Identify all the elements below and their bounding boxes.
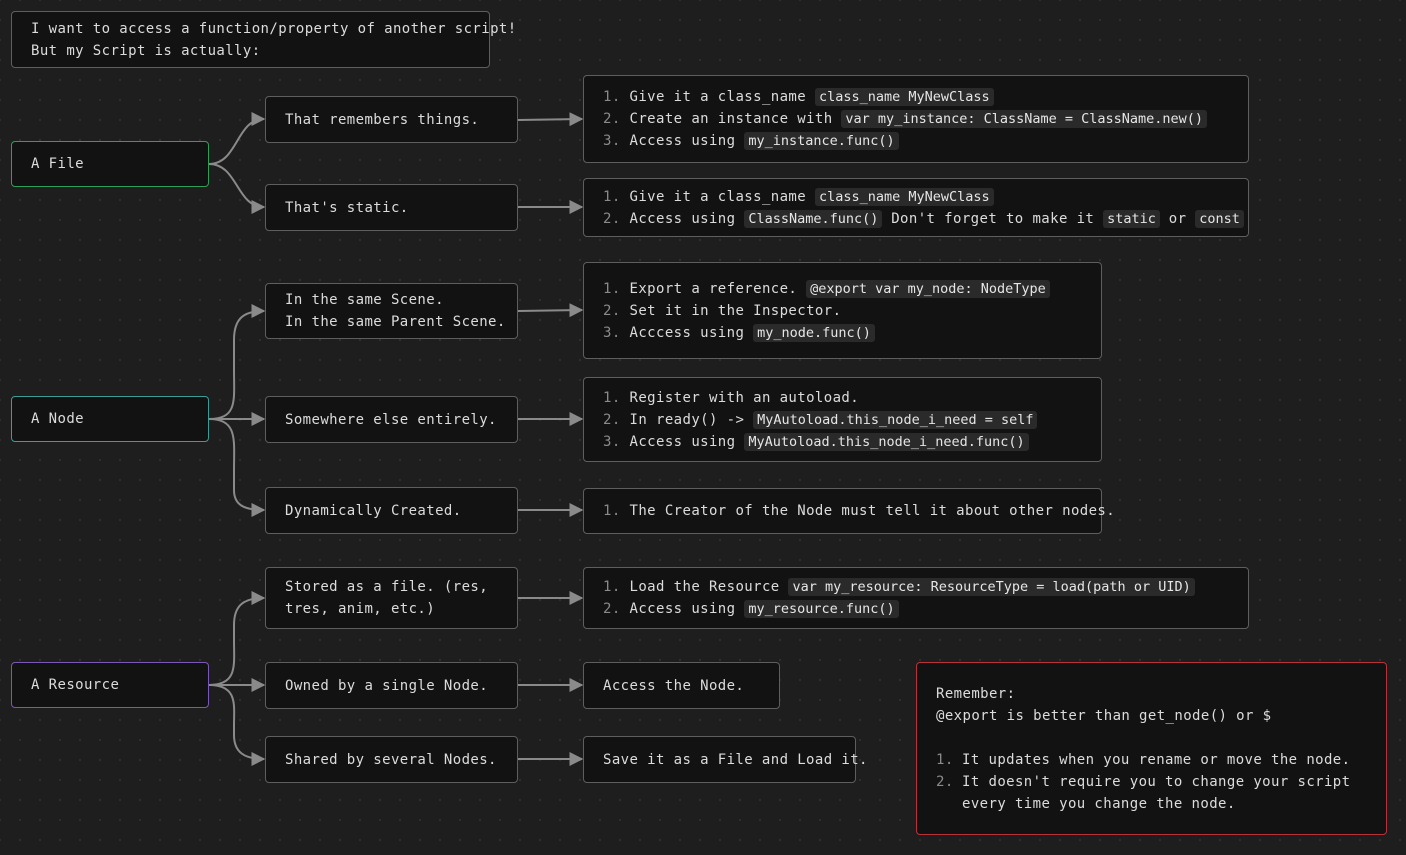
steps-node-elsewhere bbox=[583, 377, 1102, 462]
code-snippet: MyAutoload.this_node_i_need = self bbox=[753, 411, 1037, 429]
code-snippet: MyAutoload.this_node_i_need.func() bbox=[744, 433, 1028, 451]
step-number: 1. bbox=[603, 579, 621, 595]
step-text: Give it a class_name bbox=[629, 89, 807, 105]
step-number: 2. bbox=[603, 601, 621, 617]
answer-resource-owned bbox=[583, 662, 780, 709]
step-text: Access using bbox=[629, 601, 736, 617]
category-resource[interactable] bbox=[11, 662, 209, 708]
step-1 bbox=[603, 387, 1101, 409]
steps-node-dynamic bbox=[583, 488, 1116, 534]
answer-text: Access the Node. bbox=[603, 677, 745, 694]
step-1 bbox=[603, 278, 1101, 300]
step-text: Register with an autoload. bbox=[629, 389, 860, 406]
step-3 bbox=[603, 130, 1248, 152]
remember-point-2 bbox=[936, 771, 1368, 815]
step-number: 2. bbox=[603, 111, 621, 127]
question-card bbox=[11, 11, 517, 68]
remember-point-1 bbox=[936, 749, 1368, 771]
code-snippet: var my_resource: ResourceType = load(path or UID) bbox=[788, 578, 1194, 596]
case-node-dynamic[interactable] bbox=[265, 487, 518, 534]
question-line-1: I want to access a function/property of another script! bbox=[31, 20, 517, 37]
case-label-line-1: In the same Scene. bbox=[285, 292, 444, 308]
step-2 bbox=[603, 108, 1248, 130]
code-snippet: ClassName.func() bbox=[744, 210, 882, 228]
step-text: Access using bbox=[629, 433, 736, 450]
step-number: 2. bbox=[603, 302, 621, 319]
case-label-line-1: Stored as a file. (res, bbox=[285, 579, 489, 595]
remember-subtitle: @export is better than get_node() or $ bbox=[936, 707, 1272, 724]
step-2 bbox=[603, 300, 1101, 322]
case-label: Shared by several Nodes. bbox=[285, 751, 497, 768]
step-number: 2. bbox=[603, 210, 621, 227]
step-1 bbox=[603, 86, 1248, 108]
step-number: 1. bbox=[603, 503, 621, 519]
category-file-label: A File bbox=[31, 156, 84, 172]
step-3 bbox=[603, 431, 1101, 453]
case-label: That remembers things. bbox=[285, 111, 480, 128]
step-text: Set it in the Inspector. bbox=[629, 302, 842, 319]
code-snippet: var my_instance: ClassName = ClassName.new() bbox=[841, 110, 1207, 128]
step-2 bbox=[603, 409, 1101, 431]
step-text: or bbox=[1168, 210, 1187, 227]
step-text: Access using bbox=[629, 133, 736, 149]
answer-resource-shared bbox=[583, 736, 868, 783]
edge-node-dynamic bbox=[209, 419, 264, 510]
step-2 bbox=[603, 598, 1248, 620]
category-node-label: A Node bbox=[31, 411, 84, 427]
case-label-line-2: tres, anim, etc.) bbox=[285, 601, 436, 617]
case-label-line-2: In the same Parent Scene. bbox=[285, 314, 506, 330]
step-number: 3. bbox=[603, 133, 621, 149]
step-3 bbox=[603, 322, 1101, 344]
code-snippet: @export var my_node: NodeType bbox=[806, 280, 1050, 298]
step-1 bbox=[603, 186, 1248, 208]
case-label: Owned by a single Node. bbox=[285, 677, 489, 694]
case-node-same-scene[interactable] bbox=[265, 283, 518, 339]
case-file-remembers[interactable] bbox=[265, 96, 518, 143]
code-snippet: my_node.func() bbox=[753, 324, 875, 342]
step-number: 1. bbox=[603, 188, 621, 205]
steps-resource-stored bbox=[583, 567, 1249, 629]
step-text: Don't forget to make it bbox=[891, 210, 1095, 227]
point-text: It updates when you rename or move the node. bbox=[962, 751, 1351, 768]
step-text: The Creator of the Node must tell it about other nodes. bbox=[629, 503, 1116, 519]
remember-note bbox=[916, 662, 1387, 835]
step-text: In ready() -> bbox=[629, 411, 745, 428]
step-text: Access using bbox=[629, 210, 736, 227]
steps-file-static bbox=[583, 178, 1249, 237]
step-text: Give it a class_name bbox=[629, 188, 807, 205]
code-snippet: const bbox=[1195, 210, 1244, 228]
case-resource-owned[interactable] bbox=[265, 662, 518, 709]
edge-resource-stored bbox=[209, 598, 264, 685]
question-line-2: But my Script is actually: bbox=[31, 42, 261, 59]
steps-file-remembers bbox=[583, 75, 1249, 163]
case-label: Somewhere else entirely. bbox=[285, 411, 497, 428]
step-text: Acccess using bbox=[629, 324, 745, 341]
code-snippet: static bbox=[1103, 210, 1160, 228]
edge-node-samescene bbox=[209, 311, 264, 419]
category-resource-label: A Resource bbox=[31, 677, 120, 693]
point-number: 2. bbox=[936, 773, 954, 790]
step-2 bbox=[603, 208, 1248, 230]
steps-node-same-scene bbox=[583, 262, 1102, 359]
edge-file-remembers bbox=[209, 119, 264, 164]
case-resource-stored[interactable] bbox=[265, 567, 518, 629]
step-text: Load the Resource bbox=[629, 579, 780, 595]
case-file-static[interactable] bbox=[265, 184, 518, 231]
case-resource-shared[interactable] bbox=[265, 736, 518, 783]
step-number: 1. bbox=[603, 89, 621, 105]
edge-samescene-steps bbox=[518, 310, 582, 311]
edge-resource-shared bbox=[209, 685, 264, 759]
code-snippet: my_instance.func() bbox=[744, 132, 898, 150]
step-1 bbox=[603, 500, 1116, 522]
edge-file-static bbox=[209, 164, 264, 207]
point-number: 1. bbox=[936, 751, 954, 768]
edge-remembers-steps bbox=[518, 119, 582, 120]
step-1 bbox=[603, 576, 1248, 598]
code-snippet: my_resource.func() bbox=[744, 600, 898, 618]
point-text: It doesn't require you to change your script every time you change the node. bbox=[962, 773, 1351, 812]
case-node-elsewhere[interactable] bbox=[265, 396, 518, 443]
step-number: 2. bbox=[603, 411, 621, 428]
step-text: Export a reference. bbox=[629, 280, 798, 297]
step-number: 3. bbox=[603, 433, 621, 450]
category-file[interactable] bbox=[11, 141, 209, 187]
step-number: 1. bbox=[603, 280, 621, 297]
step-number: 3. bbox=[603, 324, 621, 341]
category-node[interactable] bbox=[11, 396, 209, 442]
remember-title: Remember: bbox=[936, 685, 1016, 702]
code-snippet: class_name MyNewClass bbox=[815, 88, 994, 106]
code-snippet: class_name MyNewClass bbox=[815, 188, 994, 206]
answer-text: Save it as a File and Load it. bbox=[603, 751, 868, 768]
case-label: Dynamically Created. bbox=[285, 502, 462, 519]
case-label: That's static. bbox=[285, 199, 409, 216]
step-number: 1. bbox=[603, 389, 621, 406]
step-text: Create an instance with bbox=[629, 111, 833, 127]
